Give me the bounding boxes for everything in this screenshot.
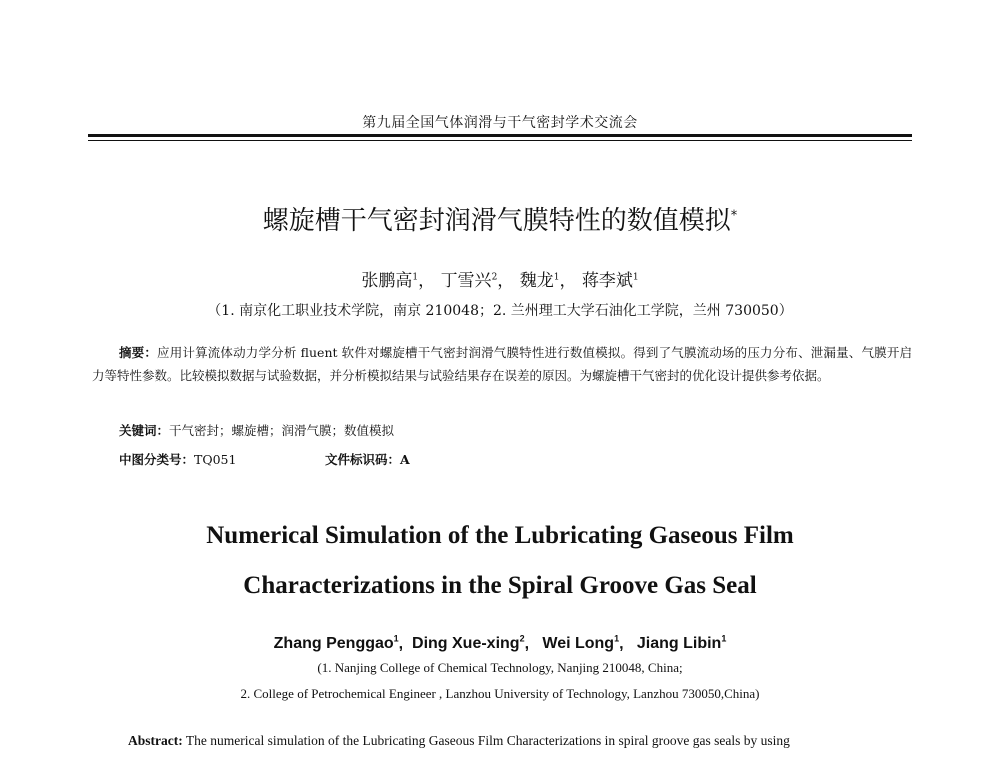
cn-author: 张鹏高$^1$	[361, 271, 419, 291]
abstract-body: 应用计算流体动力学分析 fluent 软件对螺旋槽干气密封润滑气膜特性进行数值模拟。得到了气膜流动场的压力分布、泄漏量、气膜开启力等特性参数。比较模拟数据与试验数据，并分析模拟结果与试验结果存在误差的原因。为螺旋槽干气密封的优化设计提供参考依据。	[92, 345, 912, 383]
en-abstract-label: Abstract:	[128, 733, 183, 748]
en-author: Wei Long$^1$	[542, 634, 620, 653]
chinese-title-text: 螺旋槽干气密封润滑气膜特性的数值模拟	[262, 206, 731, 236]
en-author: Jiang Libin$^1$	[636, 634, 727, 653]
cn-author: 蒋李斌$^1$	[581, 271, 639, 291]
english-authors: Zhang Penggao$^1$, Ding Xue-xing$^2$, Wei Long$^1$, Jiang Libin$^1$	[273, 634, 727, 653]
cn-author: 魏龙$^1$	[519, 271, 560, 291]
chinese-affiliations: （1. 南京化工职业技术学院，南京 210048；2. 兰州理工大学石油化工学院，兰州 730050）	[207, 303, 793, 319]
running-header: 第九届全国气体润滑与干气密封学术交流会	[362, 115, 638, 131]
classification-line	[119, 450, 410, 468]
keywords-label: 关键词：	[119, 423, 170, 438]
en-author: Zhang Penggao$^1$	[273, 634, 399, 653]
doccode-label: 文件标识码：	[325, 452, 401, 467]
class-value: TQ051	[194, 452, 237, 467]
abstract-label: 摘要：	[119, 345, 158, 360]
english-title-line2: Characterizations in the Spiral Groove Gas Seal	[243, 572, 757, 599]
english-abstract	[92, 730, 912, 752]
keywords-value: 干气密封；螺旋槽；润滑气膜；数值模拟	[169, 423, 395, 438]
document-code	[325, 450, 410, 468]
header-rule-thin	[88, 140, 912, 141]
class-label: 中图分类号：	[119, 452, 195, 467]
chinese-authors: 张鹏高$^1$， 丁雪兴$^2$， 魏龙$^1$， 蒋李斌$^1$	[361, 271, 639, 291]
english-title-line1: Numerical Simulation of the Lubricating Gaseous Film	[206, 522, 794, 549]
chinese-keywords	[119, 421, 394, 439]
chinese-abstract	[92, 341, 912, 387]
english-affiliation-line1: (1. Nanjing College of Chemical Technology, Nanjing 210048, China;	[317, 660, 683, 675]
header-rule	[88, 134, 912, 137]
cn-author: 丁雪兴$^2$	[440, 271, 498, 291]
chinese-title	[0, 200, 1000, 237]
english-affiliation-line2: 2. College of Petrochemical Engineer , Lanzhou University of Technology, Lanzhou 730050,China)	[240, 686, 760, 701]
doccode-value: A	[400, 452, 410, 467]
title-footnote-mark: *	[730, 208, 738, 224]
en-abstract-body: The numerical simulation of the Lubricating Gaseous Film Characterizations in spiral groove gas seals by using	[185, 733, 790, 748]
en-author: Ding Xue-xing$^2$	[412, 634, 525, 653]
